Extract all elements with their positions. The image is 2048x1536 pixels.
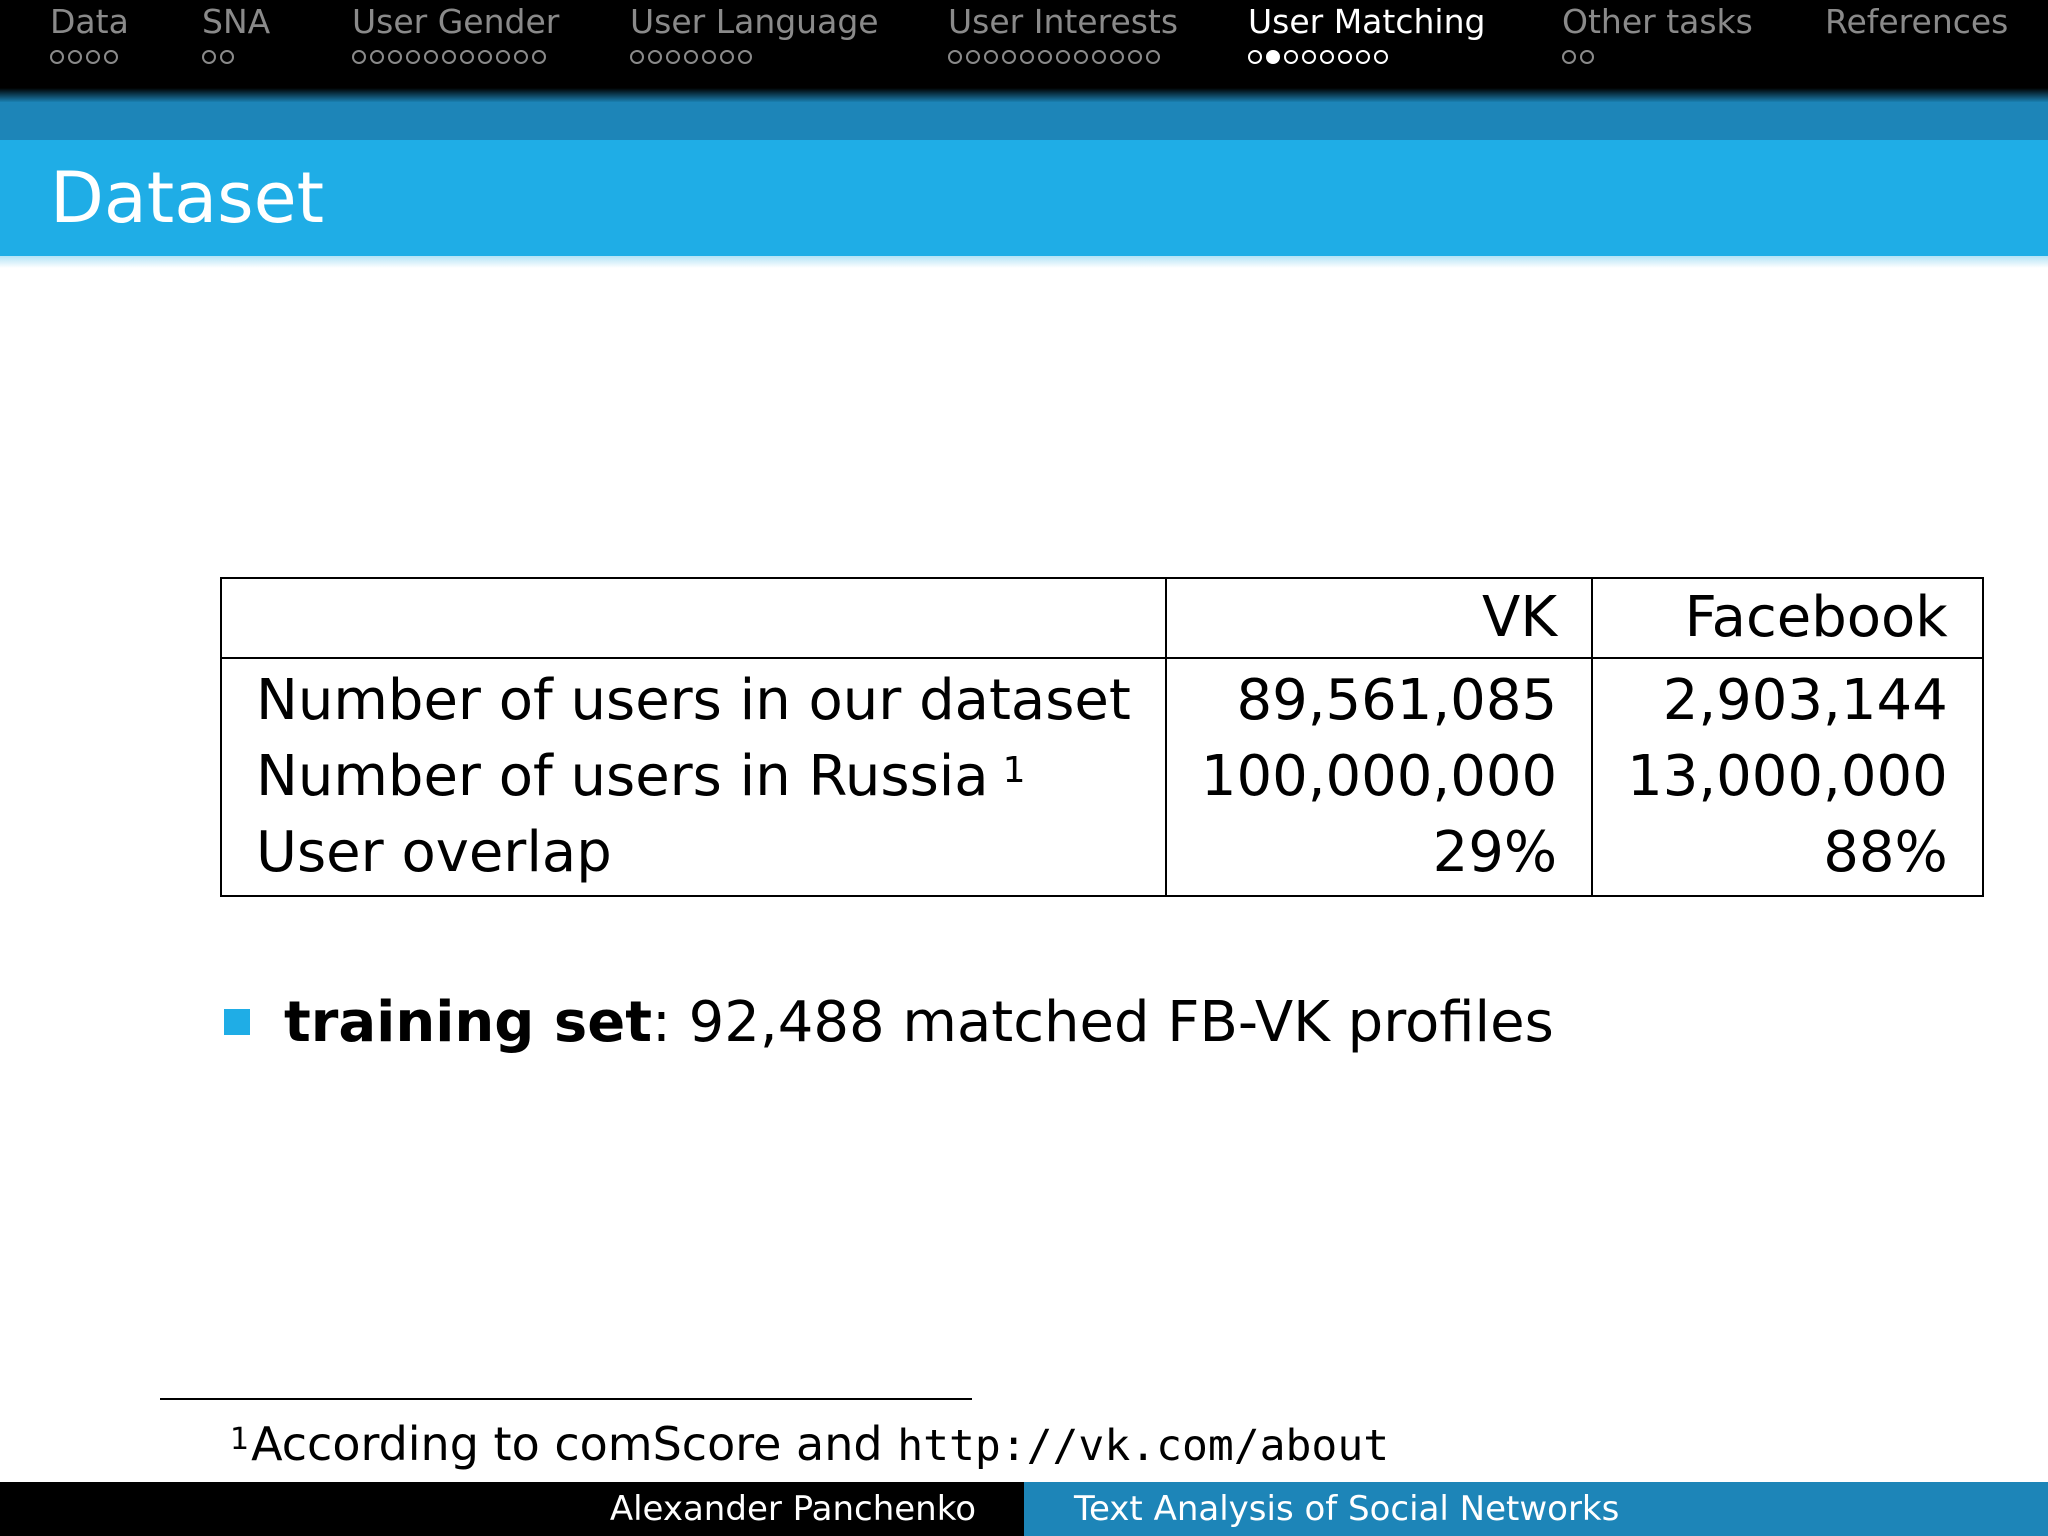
- vk-value: 89,561,085: [1166, 658, 1592, 739]
- nav-section-label: User Interests: [948, 2, 1179, 41]
- footer-bar: [0, 1482, 2048, 1536]
- table-header-row: [221, 578, 1983, 658]
- nav-section-label: User Matching: [1248, 2, 1486, 41]
- table-row: [221, 739, 1983, 815]
- nav-section-label: SNA: [202, 2, 271, 41]
- slide-dot-icon[interactable]: [948, 50, 962, 64]
- bullet-square-icon: [224, 1009, 250, 1035]
- slide-dot-icon[interactable]: [50, 50, 64, 64]
- nav-section-label: Other tasks: [1562, 2, 1753, 41]
- subsection-bar: [0, 102, 2048, 140]
- slide-dot-icon[interactable]: [424, 50, 438, 64]
- vk-value: 100,000,000: [1166, 739, 1592, 815]
- facebook-value: 88%: [1592, 815, 1983, 896]
- slide-dot-icon[interactable]: [86, 50, 100, 64]
- slide-dot-icon[interactable]: [684, 50, 698, 64]
- bullet-item: [224, 988, 1554, 1058]
- slide-dot-icon[interactable]: [1580, 50, 1594, 64]
- slide-dot-icon[interactable]: [1074, 50, 1088, 64]
- nav-slide-dots[interactable]: [948, 50, 1164, 70]
- footer-author-panel: [0, 1482, 1024, 1536]
- slide-dot-icon[interactable]: [1038, 50, 1052, 64]
- slide-dot-icon[interactable]: [1284, 50, 1298, 64]
- slide-dot-icon[interactable]: [738, 50, 752, 64]
- nav-section-label: User Gender: [352, 2, 560, 41]
- nav-slide-dots[interactable]: [1248, 50, 1392, 70]
- slide-dot-icon[interactable]: [1056, 50, 1070, 64]
- row-label-cell: [221, 739, 1166, 815]
- slide-dot-icon[interactable]: [352, 50, 366, 64]
- dataset-table: [220, 577, 1984, 897]
- slide-dot-icon[interactable]: [702, 50, 716, 64]
- slide-dot-icon[interactable]: [514, 50, 528, 64]
- slide-dot-icon[interactable]: [442, 50, 456, 64]
- slide-dot-icon[interactable]: [1356, 50, 1370, 64]
- slide-dot-icon[interactable]: [202, 50, 216, 64]
- slide-dot-icon[interactable]: [388, 50, 402, 64]
- nav-slide-dots[interactable]: [202, 50, 238, 70]
- nav-section-label: Data: [50, 2, 129, 41]
- frame-title-bar: [0, 140, 2048, 256]
- slide-dot-icon[interactable]: [104, 50, 118, 64]
- slide-dot-icon[interactable]: [966, 50, 980, 64]
- footnote-link[interactable]: http://vk.com/about: [897, 1421, 1390, 1471]
- footnote-rule: [160, 1398, 972, 1400]
- slide-dot-icon[interactable]: [532, 50, 546, 64]
- slide-dot-icon[interactable]: [1092, 50, 1106, 64]
- slide-dot-icon[interactable]: [478, 50, 492, 64]
- nav-section-label: User Language: [630, 2, 879, 41]
- slide-dot-icon[interactable]: [1562, 50, 1576, 64]
- footnote-marker[interactable]: 1: [1002, 750, 1026, 791]
- row-label-cell: [221, 658, 1166, 739]
- nav-shadow: [0, 88, 2048, 102]
- nav-slide-dots[interactable]: [352, 50, 550, 70]
- slide-dot-icon[interactable]: [1302, 50, 1316, 64]
- nav-section-label: References: [1825, 2, 2009, 41]
- slide-dot-icon[interactable]: [1002, 50, 1016, 64]
- bullet-text: 92,488 matched FB-VK profiles: [670, 990, 1554, 1055]
- table-header-facebook: Facebook: [1592, 578, 1983, 658]
- footer-title: Text Analysis of Social Networks: [1074, 1489, 1620, 1529]
- facebook-value: 2,903,144: [1592, 658, 1983, 739]
- table-row: [221, 815, 1983, 896]
- slide-dot-icon[interactable]: [1146, 50, 1160, 64]
- footnote-text: According to comScore and: [251, 1417, 898, 1471]
- slide-dot-icon[interactable]: [720, 50, 734, 64]
- row-label: Number of users in Russia: [256, 744, 989, 809]
- slide-dot-icon[interactable]: [220, 50, 234, 64]
- table-row: [221, 658, 1983, 739]
- slide-dot-icon[interactable]: [1020, 50, 1034, 64]
- nav-slide-dots[interactable]: [1562, 50, 1598, 70]
- bullet-separator: :: [651, 990, 671, 1055]
- footer-author: Alexander Panchenko: [609, 1489, 976, 1529]
- row-label: Number of users in our dataset: [256, 668, 1131, 733]
- section-navigation: [0, 0, 2048, 88]
- slide-dot-icon[interactable]: [1128, 50, 1142, 64]
- footnote-number: 1: [230, 1422, 250, 1457]
- slide-dot-icon[interactable]: [984, 50, 998, 64]
- slide-dot-icon[interactable]: [648, 50, 662, 64]
- slide-dot-icon[interactable]: [1248, 50, 1262, 64]
- footnote: [230, 1414, 1389, 1476]
- table-header-cell: [221, 578, 1166, 658]
- slide-dot-icon[interactable]: [496, 50, 510, 64]
- title-shadow: [0, 256, 2048, 268]
- facebook-value: 13,000,000: [1592, 739, 1983, 815]
- slide-dot-icon[interactable]: [406, 50, 420, 64]
- slide-dot-icon[interactable]: [1320, 50, 1334, 64]
- slide-dot-icon[interactable]: [68, 50, 82, 64]
- nav-slide-dots[interactable]: [630, 50, 756, 70]
- vk-value: 29%: [1166, 815, 1592, 896]
- current-slide-dot-icon[interactable]: [1266, 50, 1280, 64]
- slide-dot-icon[interactable]: [666, 50, 680, 64]
- slide-dot-icon[interactable]: [1110, 50, 1124, 64]
- page-title: Dataset: [50, 157, 325, 239]
- slide-dot-icon[interactable]: [1338, 50, 1352, 64]
- table-header-vk: VK: [1166, 578, 1592, 658]
- slide-dot-icon[interactable]: [1374, 50, 1388, 64]
- slide-dot-icon[interactable]: [630, 50, 644, 64]
- nav-slide-dots[interactable]: [50, 50, 122, 70]
- slide-dot-icon[interactable]: [460, 50, 474, 64]
- slide-dot-icon[interactable]: [370, 50, 384, 64]
- row-label: User overlap: [256, 820, 612, 885]
- bullet-term: training set: [284, 990, 652, 1055]
- footer-title-panel: [1024, 1482, 2048, 1536]
- row-label-cell: [221, 815, 1166, 896]
